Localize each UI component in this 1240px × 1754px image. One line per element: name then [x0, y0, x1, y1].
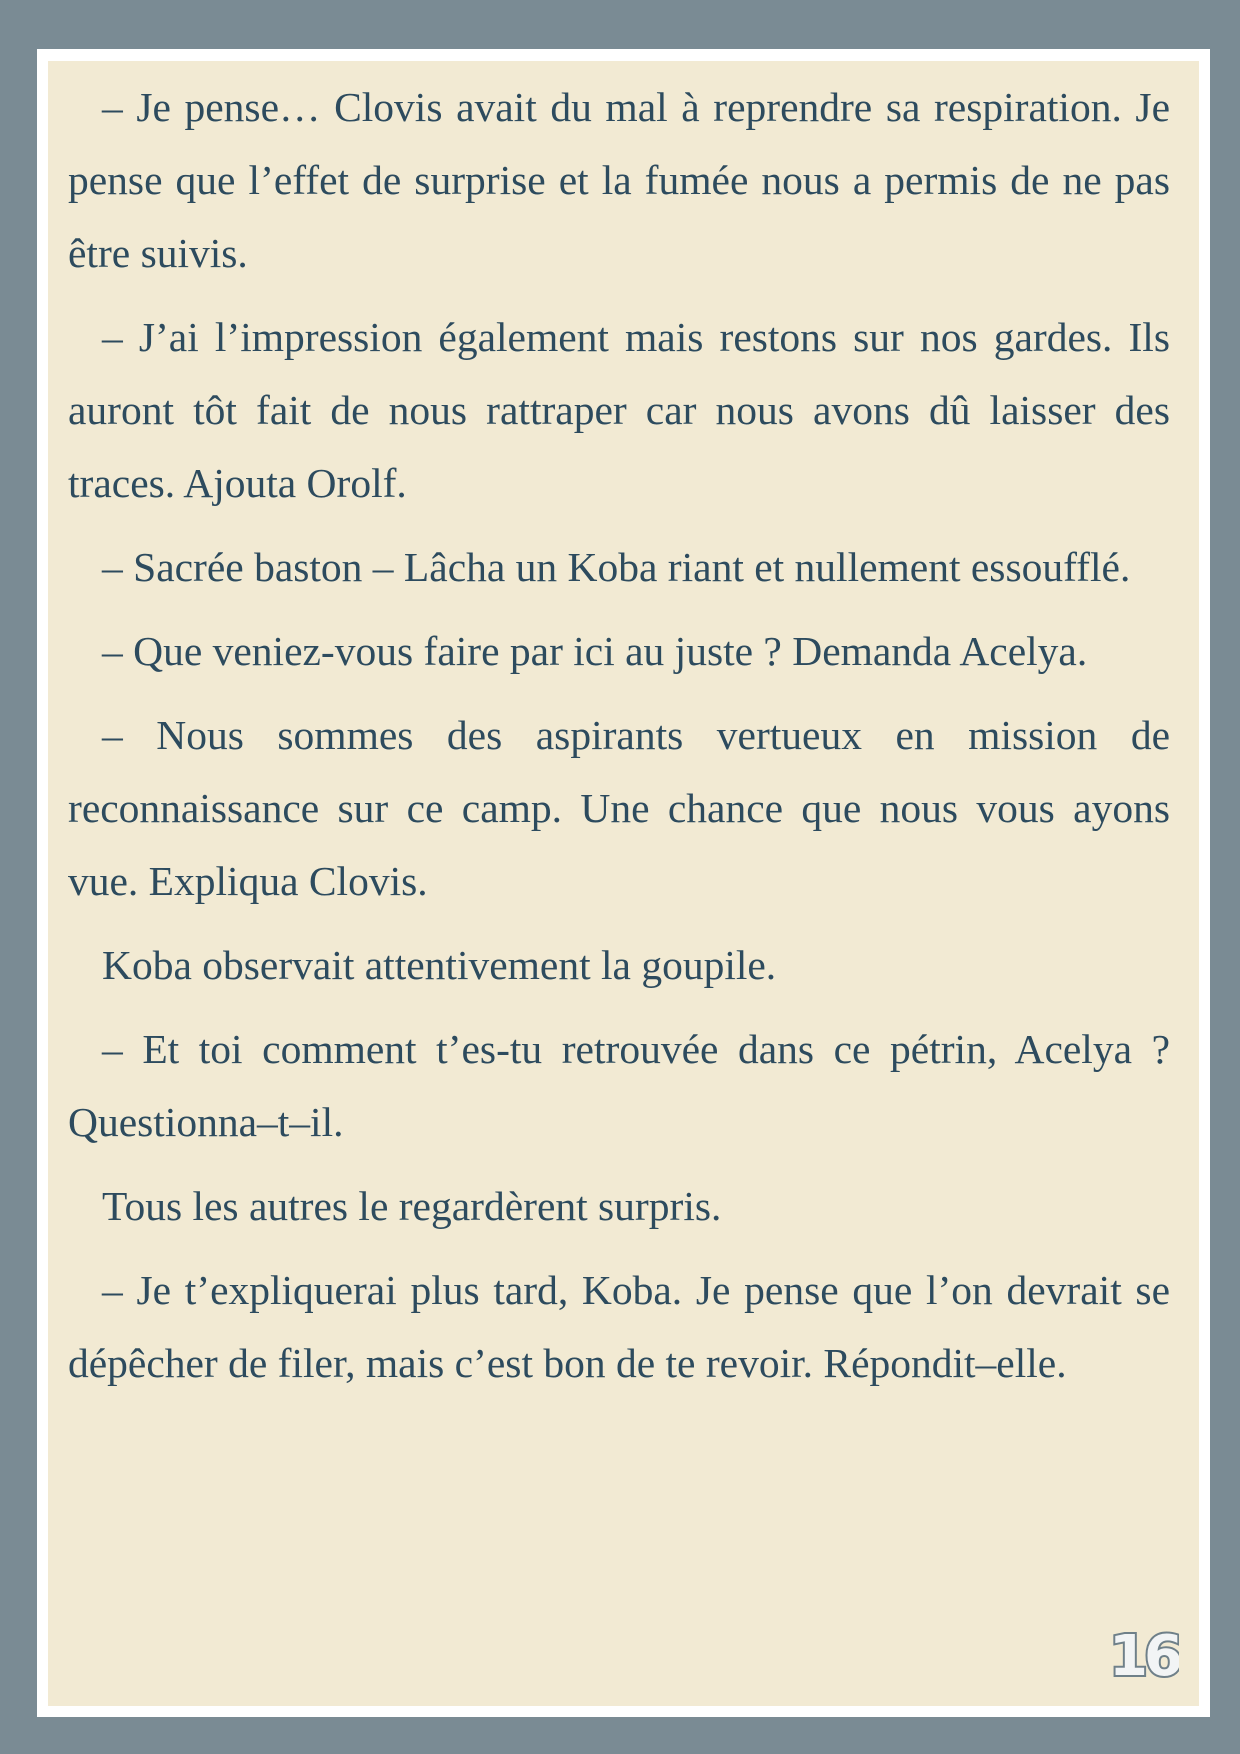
paragraph-3: – Sacrée baston – Lâcha un Koba riant et nullement essoufflé. — [102, 544, 1131, 590]
paragraph-5: – Nous sommes des aspirants vertueux en mission de reconnaissance sur ce camp. Une chance que nous vous ayons vue. Expliqua Clovis. — [68, 712, 1170, 904]
paragraph-1: – Je pense… Clovis avait du mal à reprendre sa respiration. Je pense que l’effet de surprise et la fumée nous a permis de ne pas être suivis. — [68, 84, 1170, 276]
paragraph-2: – J’ai l’impression également mais restons sur nos gardes. Ils auront tôt fait de nous rattraper car nous avons dû laisser des traces. Ajouta Orolf. — [68, 314, 1170, 506]
page-number-badge — [1109, 1620, 1179, 1686]
paragraph-9: – Je t’expliquerai plus tard, Koba. Je pense que l’on devrait se dépêcher de filer, mais c’est bon de te revoir. Répondit–elle. — [68, 1267, 1170, 1386]
page-body — [68, 71, 1170, 1411]
paragraph-6: Koba observait attentivement la goupile. — [102, 942, 777, 988]
book-page — [48, 61, 1199, 1706]
page-number: 16 — [1109, 1624, 1179, 1686]
paragraph-8: Tous les autres le regardèrent surpris. — [102, 1183, 722, 1229]
paragraph-4: – Que veniez-vous faire par ici au juste ? Demanda Acelya. — [102, 628, 1088, 674]
paragraph-7: – Et toi comment t’es-tu retrouvée dans ce pétrin, Acelya ? Questionna–t–il. — [68, 1026, 1170, 1145]
